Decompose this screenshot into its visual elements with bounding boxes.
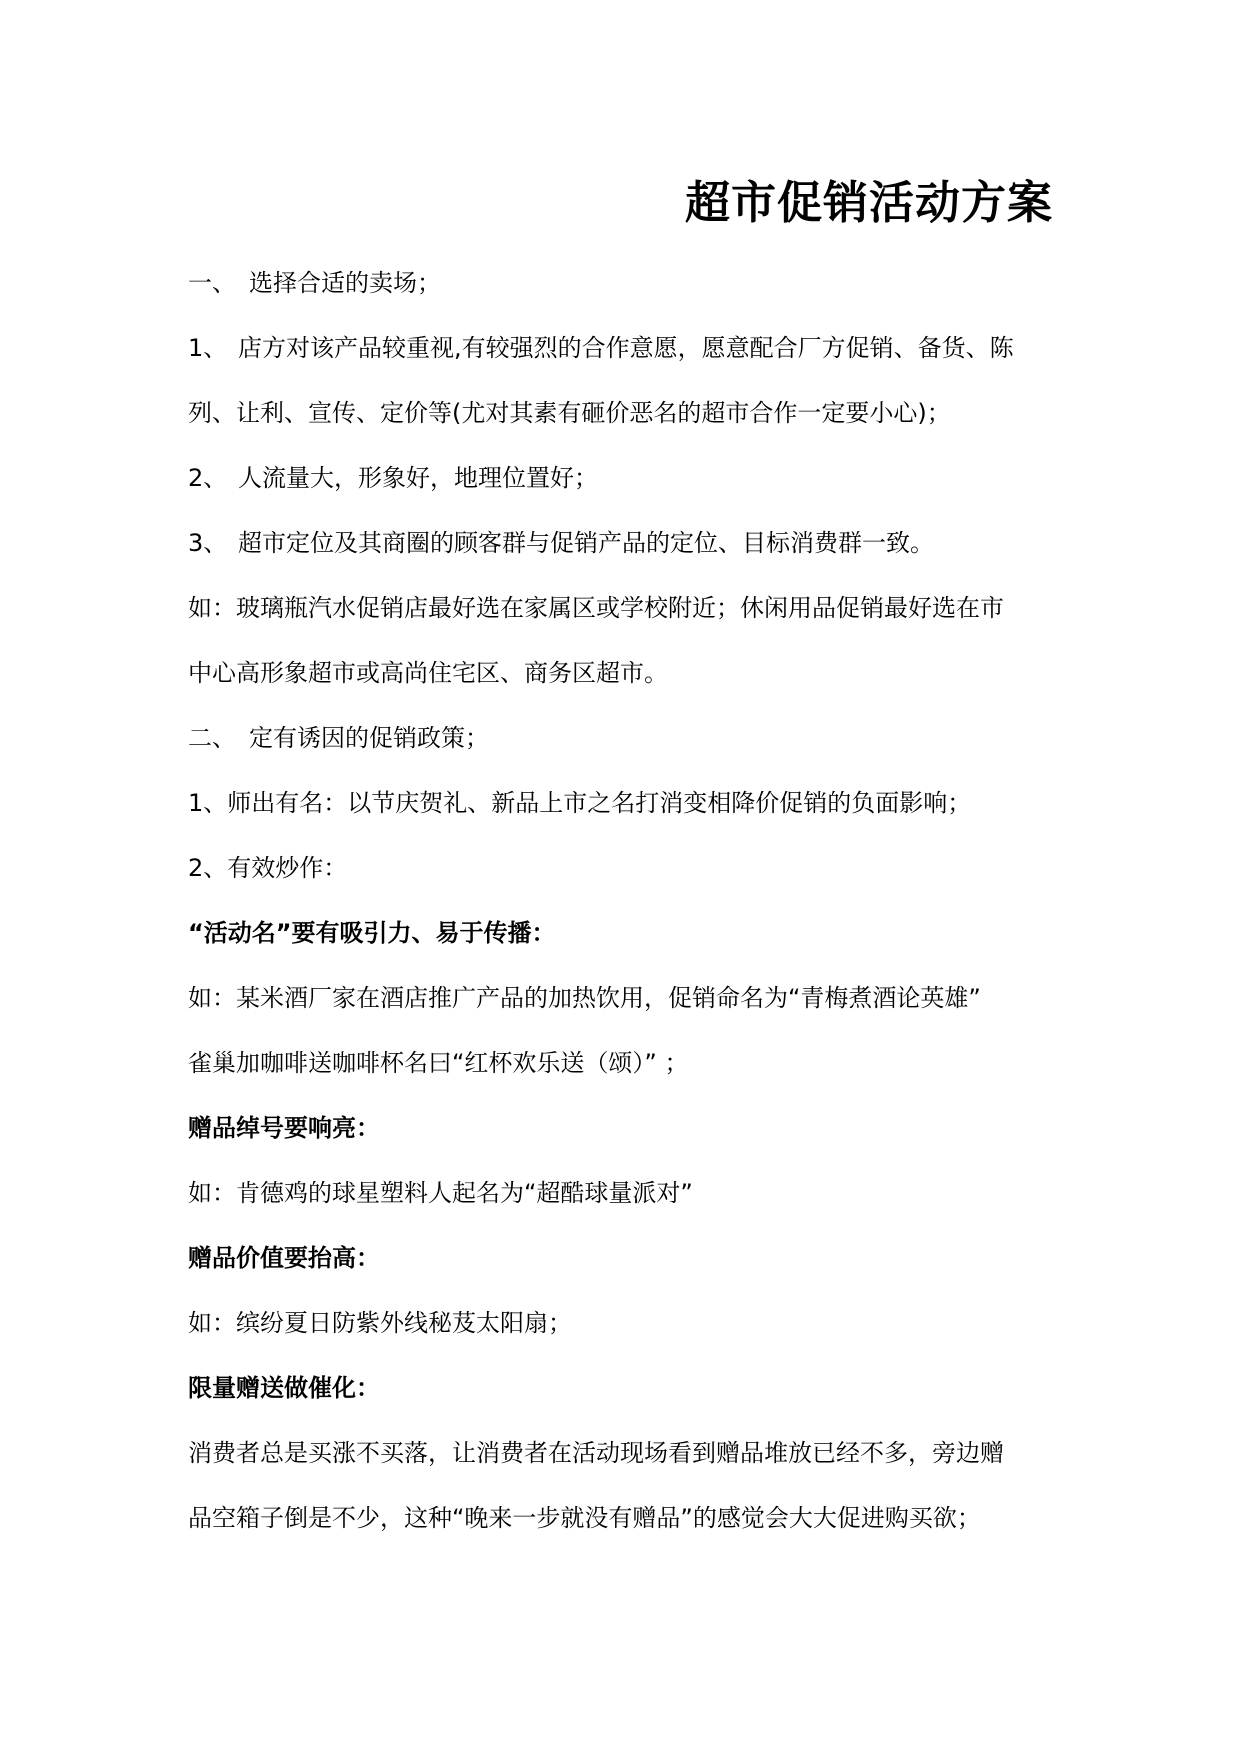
- list-item: [188, 323, 1068, 388]
- subheading-activity-name: “活动名”要有吸引力、易于传播：: [188, 919, 556, 947]
- subheading-limited-gift: 限量赠送做催化：: [188, 1374, 380, 1402]
- list-item: 1、师出有名：以节庆贺礼、新品上市之名打消变相降价促销的负面影响；: [188, 789, 972, 817]
- list-item: 2、有效炒作：: [188, 854, 348, 882]
- section-2-heading: [188, 713, 1068, 778]
- example-paragraph: 如：肯德鸡的球星塑料人起名为“超酷球量派对”: [188, 1179, 693, 1207]
- example-paragraph: 如：某米酒厂家在酒店推广产品的加热饮用，促销命名为“青梅煮酒论英雄”: [188, 984, 981, 1012]
- paragraph-text: 消费者总是买涨不买落，让消费者在活动现场看到赠品堆放已经不多，旁边赠: [188, 1439, 1004, 1467]
- paragraph-text: 人流量大，形象好，地理位置好；: [238, 464, 598, 492]
- section-heading-text: 定有诱因的促销政策；: [249, 724, 489, 752]
- section-number: 二、: [188, 724, 236, 752]
- example-paragraph: 如：玻璃瓶汽水促销店最好选在家属区或学校附近；休闲用品促销最好选在市: [188, 594, 1004, 622]
- section-number: 一、: [188, 269, 236, 297]
- document-title: 超市促销活动方案: [684, 176, 1053, 229]
- paragraph-continuation: 中心高形象超市或高尚住宅区、商务区超市。: [188, 659, 668, 687]
- item-number: 1、: [188, 334, 228, 362]
- item-number: 2、: [188, 464, 228, 492]
- list-item: [188, 453, 1068, 518]
- paragraph-text: 店方对该产品较重视,有较强烈的合作意愿，愿意配合厂方促销、备货、陈: [238, 334, 1014, 362]
- subheading-gift-name: 赠品绰号要响亮：: [188, 1114, 380, 1142]
- paragraph-continuation: 列、让利、宣传、定价等(尤对其素有砸价恶名的超市合作一定要小心)；: [188, 399, 951, 427]
- item-number: 3、: [188, 529, 228, 557]
- subheading-gift-value: 赠品价值要抬高：: [188, 1244, 380, 1272]
- list-item: [188, 518, 1068, 583]
- document-body: [188, 258, 1068, 1558]
- paragraph-continuation: 雀巢加咖啡送咖啡杯名曰“红杯欢乐送（颂）” ；: [188, 1049, 689, 1077]
- section-heading-text: 选择合适的卖场；: [249, 269, 441, 297]
- example-paragraph: 如：缤纷夏日防紫外线秘芨太阳扇；: [188, 1309, 572, 1337]
- paragraph-continuation: 品空箱子倒是不少，这种“晚来一步就没有赠品”的感觉会大大促进购买欲；: [188, 1504, 981, 1532]
- paragraph-text: 超市定位及其商圈的顾客群与促销产品的定位、目标消费群一致。: [238, 529, 934, 557]
- section-1-heading: [188, 258, 1068, 323]
